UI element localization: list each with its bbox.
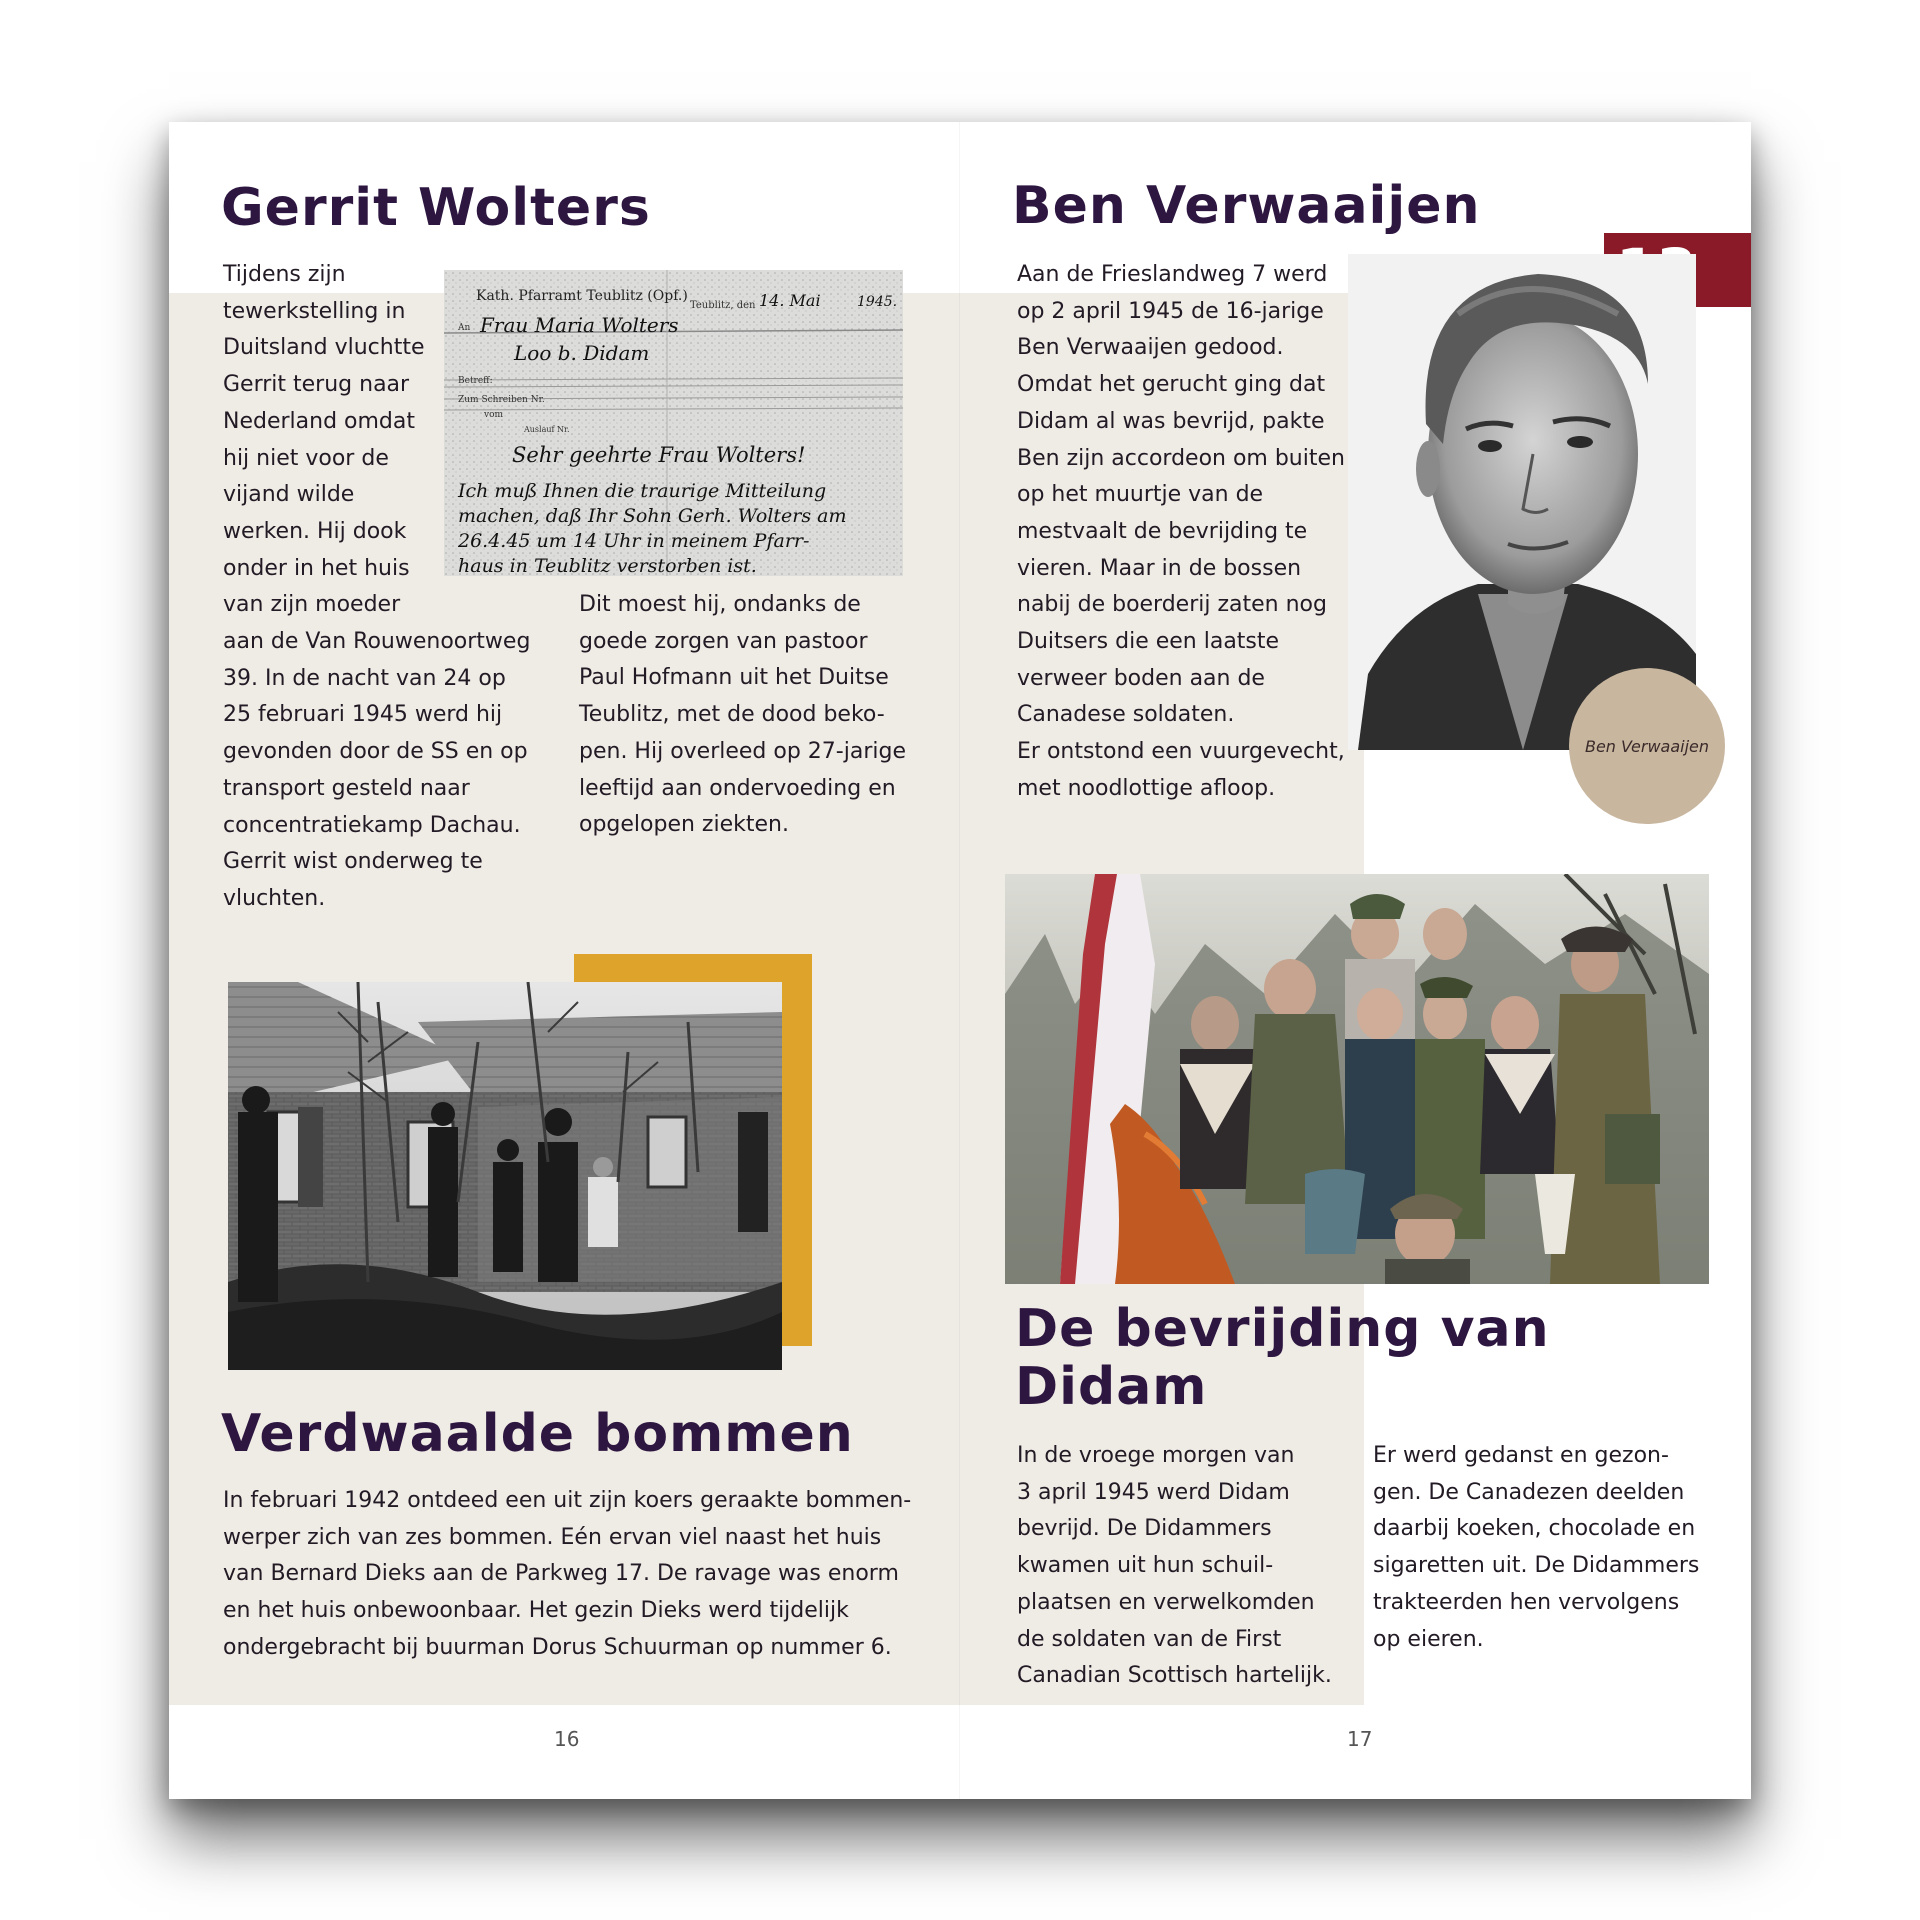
liberation-text-column-2: Er werd gedanst en gezon- gen. De Canadezen deelden daarbij koeken, chocolade en sigaretten uit. De Didammers trakteerden hen vervolgens op eieren. [1373, 1443, 1700, 1652]
liberation-title-line-2: Didam [1015, 1357, 1208, 1417]
letter-betreff: Betreff: [458, 376, 493, 386]
letter-auslauf: Auslauf Nr. [524, 425, 570, 434]
letter-line-2: machen, daß Ihr Sohn Gerh. Wolters am [458, 505, 847, 527]
ben-text: Aan de Frieslandweg 7 werd op 2 april 1945 de 16-jarige Ben Verwaaijen gedood. Omdat het gerucht ging dat Didam al was bevrijd, pakte Ben zijn accordeon om buiten op het muurtje van de mestvaalt de bevrijding te vieren. Maar in de bossen nabij de boerderij zaten nog Duitsers die een laatste verweer boden aan de Canadese soldaten. Er ontstond een vuurgevecht, met noodlottige afloop. [1017, 262, 1345, 801]
page-number-left: 16 [554, 1727, 580, 1751]
letter-to-label: An [458, 323, 471, 333]
letter-photo [444, 270, 903, 576]
bombs-text: In februari 1942 ontdeed een uit zijn koers geraakte bommen- werper zich van zes bommen. Eén ervan viel naast het huis van Bernard Dieks aan de Parkweg 17. De ravage was enorm en het huis onbewoonbaar. Het gezin Dieks werd tijdelijk ondergebracht bij buurman Dorus Schuurman op nummer 6. [223, 1488, 912, 1660]
house-image [228, 982, 782, 1370]
letter-line-4: haus in Teublitz verstorben ist. [458, 555, 757, 576]
gerrit-wolters-title: Gerrit Wolters [221, 178, 651, 238]
dieks-house-photo [228, 982, 782, 1370]
portrait-caption: Ben Verwaaijen [1569, 668, 1725, 824]
letter-addressee-2: Loo b. Didam [514, 341, 650, 365]
letter-line-3: 26.4.45 um 14 Uhr in meinem Pfarr- [458, 530, 810, 552]
letter-salutation: Sehr geehrte Frau Wolters! [512, 443, 806, 467]
liberation-title-line-1: De bevrijding van [1015, 1299, 1550, 1359]
liberation-text-column-1: In de vroege morgen van 3 april 1945 werd Didam bevrijd. De Didammers kwamen uit hun schuil- plaatsen en verwelkomden de soldaten van de First Canadian Scottisch hartelijk. [1017, 1443, 1332, 1689]
magazine-spread [169, 122, 1751, 1799]
page-fold [959, 122, 960, 1799]
letter-date: 14. Mai [759, 291, 821, 310]
letter-place-date: Teublitz, den [690, 300, 756, 311]
verdwaalde-bommen-title: Verdwaalde bommen [221, 1404, 854, 1464]
letter-zum: Zum Schreiben Nr. [458, 395, 545, 405]
liberation-image [1005, 874, 1709, 1284]
liberation-photo [1005, 874, 1709, 1284]
ben-verwaaijen-title: Ben Verwaaijen [1012, 176, 1481, 236]
letter-year: 1945. [857, 294, 898, 310]
gerrit-text-column-1: Tijdens zijn tewerkstelling in Duitsland vluchtte Gerrit terug naar Nederland omdat hij niet voor de vijand wilde werken. Hij dook onder in het huis van zijn moeder aan de Van Rouwenoortweg 39. In de nacht van 24 op 25 februari 1945 werd hij gevonden door de SS en op transport gesteld naar concentratiekamp Dachau. Gerrit wist onderweg te vluchten. [223, 262, 531, 911]
gerrit-text-column-2: Dit moest hij, ondanks de goede zorgen van pastoor Paul Hofmann uit het Duitse Teublitz, met de dood beko- pen. Hij overleed op 27-jarige leeftijd aan ondervoeding en opgelopen ziekten. [579, 592, 906, 838]
letter-header: Kath. Pfarramt Teublitz (Opf.) [476, 288, 688, 304]
page-number-right: 17 [1347, 1727, 1373, 1751]
letter-addressee-1: Frau Maria Wolters [480, 313, 679, 337]
letter-line-1: Ich muß Ihnen die traurige Mitteilung [458, 480, 827, 502]
letter-vom: vom [484, 410, 504, 420]
letter-image [444, 270, 903, 576]
